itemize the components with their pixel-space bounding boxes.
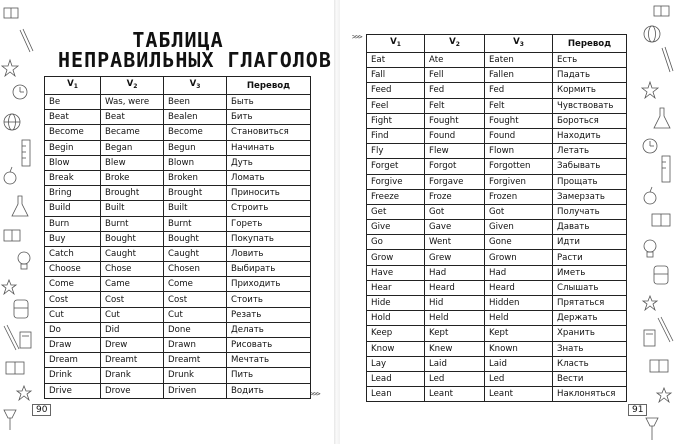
flask-icon — [12, 196, 28, 216]
v1-cell: Know — [367, 341, 425, 356]
table-header — [367, 35, 627, 53]
table-row — [45, 201, 311, 216]
v1-cell: Come — [45, 277, 101, 292]
v2-cell: Ate — [425, 53, 485, 68]
table-row — [367, 280, 627, 295]
v1-cell: Build — [45, 201, 101, 216]
table-row — [367, 371, 627, 386]
translation-cell: Покупать — [227, 231, 311, 246]
v1-cell: Buy — [45, 231, 101, 246]
table-row — [45, 216, 311, 231]
continuation-arrows: >>> — [352, 33, 362, 41]
table-row — [367, 265, 627, 280]
translation-cell: Мечтать — [227, 353, 311, 368]
translation-cell: Стоить — [227, 292, 311, 307]
v2-cell: Burnt — [101, 216, 164, 231]
translation-cell: Хранить — [553, 326, 627, 341]
v3-cell: Had — [485, 265, 553, 280]
v2-cell: Was, were — [101, 95, 164, 110]
v2-cell: Forgave — [425, 174, 485, 189]
v3-cell: Done — [164, 322, 227, 337]
table-body — [367, 53, 627, 402]
star-icon — [642, 82, 658, 98]
table-row — [45, 140, 311, 155]
v1-cell: Find — [367, 128, 425, 143]
v3-cell: Felt — [485, 98, 553, 113]
v2-cell: Got — [425, 204, 485, 219]
pencil-icon — [658, 317, 673, 342]
table-body — [45, 95, 311, 399]
v1-cell: Keep — [367, 326, 425, 341]
lightbulb-icon — [18, 252, 30, 269]
book-gutter — [334, 0, 340, 444]
v3-cell: Fought — [485, 113, 553, 128]
v2-cell: Did — [101, 322, 164, 337]
v3-cell: Got — [485, 204, 553, 219]
book-icon — [4, 230, 20, 241]
clock-icon — [13, 85, 27, 99]
verbs-table-right — [366, 34, 627, 402]
globe-icon — [4, 114, 20, 130]
translation-cell: Падать — [553, 68, 627, 83]
v2-cell: Drew — [101, 338, 164, 353]
v3-cell: Driven — [164, 383, 227, 398]
table-row — [45, 383, 311, 398]
col-header-v1: $V_1$ — [367, 35, 425, 53]
table-row — [45, 231, 311, 246]
v1-cell: Blow — [45, 155, 101, 170]
translation-cell: Ловить — [227, 246, 311, 261]
v2-cell: Began — [101, 140, 164, 155]
v3-cell: Known — [485, 341, 553, 356]
translation-cell: Строить — [227, 201, 311, 216]
v2-cell: Leant — [425, 387, 485, 402]
table-header — [45, 77, 311, 95]
col-header-translation: Перевод — [227, 77, 311, 95]
book-icon — [652, 214, 670, 226]
book-icon — [6, 362, 24, 374]
table-row — [45, 125, 311, 140]
v2-cell: Fed — [425, 83, 485, 98]
v2-cell: Brought — [101, 186, 164, 201]
translation-cell: Выбирать — [227, 262, 311, 277]
v3-cell: Given — [485, 220, 553, 235]
book-icon — [654, 6, 669, 16]
v2-cell: Cut — [101, 307, 164, 322]
table-row — [367, 174, 627, 189]
v2-cell: Fought — [425, 113, 485, 128]
v1-cell: Do — [45, 322, 101, 337]
pencil-icon — [20, 29, 33, 52]
table-row — [367, 387, 627, 402]
translation-cell: Прощать — [553, 174, 627, 189]
table-row — [45, 170, 311, 185]
v3-cell: Fed — [485, 83, 553, 98]
page-number-left: 90 — [32, 404, 51, 416]
pencil-icon — [4, 325, 19, 350]
star-icon — [657, 388, 671, 402]
translation-cell: Наклоняться — [553, 387, 627, 402]
v3-cell: Dreamt — [164, 353, 227, 368]
v3-cell: Blown — [164, 155, 227, 170]
v1-cell: Cut — [45, 307, 101, 322]
v1-cell: Cost — [45, 292, 101, 307]
v3-cell: Heard — [485, 280, 553, 295]
v1-cell: Feed — [367, 83, 425, 98]
v2-cell: Dreamt — [101, 353, 164, 368]
translation-cell: Гореть — [227, 216, 311, 231]
translation-cell: Приносить — [227, 186, 311, 201]
table-row — [45, 110, 311, 125]
v2-cell: Beat — [101, 110, 164, 125]
v3-cell: Grown — [485, 250, 553, 265]
table-row — [367, 113, 627, 128]
translation-cell: Прятаться — [553, 296, 627, 311]
table-row — [367, 356, 627, 371]
v3-cell: Drunk — [164, 368, 227, 383]
v3-cell: Broken — [164, 170, 227, 185]
translation-cell: Находить — [553, 128, 627, 143]
translation-cell: Бить — [227, 110, 311, 125]
table-row — [45, 155, 311, 170]
translation-cell: Идти — [553, 235, 627, 250]
v1-cell: Fight — [367, 113, 425, 128]
v2-cell: Heard — [425, 280, 485, 295]
translation-cell: Дуть — [227, 155, 311, 170]
v1-cell: Lean — [367, 387, 425, 402]
table-row — [367, 159, 627, 174]
page-number-right: 91 — [628, 404, 647, 416]
v3-cell: Burnt — [164, 216, 227, 231]
v2-cell: Felt — [425, 98, 485, 113]
v2-cell: Knew — [425, 341, 485, 356]
table-row — [367, 220, 627, 235]
v1-cell: Give — [367, 220, 425, 235]
v2-cell: Went — [425, 235, 485, 250]
v2-cell: Drank — [101, 368, 164, 383]
table-row — [367, 128, 627, 143]
v3-cell: Forgiven — [485, 174, 553, 189]
translation-cell: Кормить — [553, 83, 627, 98]
v3-cell: Laid — [485, 356, 553, 371]
v1-cell: Get — [367, 204, 425, 219]
v2-cell: Caught — [101, 246, 164, 261]
table-row — [45, 322, 311, 337]
ruler-icon — [662, 156, 670, 182]
v3-cell: Come — [164, 277, 227, 292]
table-row — [367, 68, 627, 83]
v2-cell: Found — [425, 128, 485, 143]
v3-cell: Been — [164, 95, 227, 110]
v1-cell: Lead — [367, 371, 425, 386]
translation-cell: Ломать — [227, 170, 311, 185]
globe-icon — [644, 26, 660, 42]
table-row — [45, 186, 311, 201]
v3-cell: Kept — [485, 326, 553, 341]
table-row — [367, 341, 627, 356]
ruler-icon — [22, 140, 30, 166]
v2-cell: Cost — [101, 292, 164, 307]
v1-cell: Grow — [367, 250, 425, 265]
translation-cell: Быть — [227, 95, 311, 110]
table-row — [367, 98, 627, 113]
translation-cell: Слышать — [553, 280, 627, 295]
table-row — [367, 204, 627, 219]
v3-cell: Drawn — [164, 338, 227, 353]
v3-cell: Bealen — [164, 110, 227, 125]
table-row — [367, 326, 627, 341]
lamp-icon — [646, 418, 658, 440]
continuation-arrows: >>> — [310, 390, 320, 398]
v1-cell: Lay — [367, 356, 425, 371]
page-title — [58, 28, 332, 72]
v1-cell: Fall — [367, 68, 425, 83]
v3-cell: Bought — [164, 231, 227, 246]
v2-cell: Chose — [101, 262, 164, 277]
translation-cell: Делать — [227, 322, 311, 337]
table-row — [45, 368, 311, 383]
table-row — [45, 95, 311, 110]
table-row — [367, 311, 627, 326]
v1-cell: Bring — [45, 186, 101, 201]
table-row — [367, 144, 627, 159]
left-edge-doodles — [0, 0, 34, 444]
table-row — [45, 292, 311, 307]
v2-cell: Had — [425, 265, 485, 280]
v3-cell: Become — [164, 125, 227, 140]
v2-cell: Became — [101, 125, 164, 140]
v1-cell: Choose — [45, 262, 101, 277]
v1-cell: Hear — [367, 280, 425, 295]
v3-cell: Eaten — [485, 53, 553, 68]
v1-cell: Beat — [45, 110, 101, 125]
v1-cell: Freeze — [367, 189, 425, 204]
right-edge-doodles — [640, 0, 674, 444]
translation-cell: Держать — [553, 311, 627, 326]
lightbulb-icon — [644, 240, 656, 257]
table-row — [45, 307, 311, 322]
v1-cell: Feel — [367, 98, 425, 113]
calculator-icon — [20, 332, 31, 348]
backpack-icon — [14, 300, 28, 318]
table-row — [367, 235, 627, 250]
col-header-v3: $V_3$ — [485, 35, 553, 53]
v3-cell: Found — [485, 128, 553, 143]
col-header-v2: $V_2$ — [425, 35, 485, 53]
translation-cell: Знать — [553, 341, 627, 356]
v3-cell: Brought — [164, 186, 227, 201]
table-row — [367, 53, 627, 68]
v3-cell: Built — [164, 201, 227, 216]
translation-cell: Пить — [227, 368, 311, 383]
v3-cell: Fallen — [485, 68, 553, 83]
star-icon — [2, 60, 18, 76]
v1-cell: Be — [45, 95, 101, 110]
translation-cell: Иметь — [553, 265, 627, 280]
v2-cell: Forgot — [425, 159, 485, 174]
translation-cell: Расти — [553, 250, 627, 265]
v3-cell: Cut — [164, 307, 227, 322]
table-row — [45, 277, 311, 292]
v2-cell: Froze — [425, 189, 485, 204]
table-row — [367, 189, 627, 204]
v1-cell: Have — [367, 265, 425, 280]
translation-cell: Начинать — [227, 140, 311, 155]
translation-cell: Бороться — [553, 113, 627, 128]
v1-cell: Drink — [45, 368, 101, 383]
v3-cell: Frozen — [485, 189, 553, 204]
translation-cell: Забывать — [553, 159, 627, 174]
v2-cell: Flew — [425, 144, 485, 159]
v1-cell: Hide — [367, 296, 425, 311]
v1-cell: Drive — [45, 383, 101, 398]
star-icon — [643, 296, 657, 310]
v1-cell: Forgive — [367, 174, 425, 189]
table-row — [45, 338, 311, 353]
table-row — [45, 353, 311, 368]
v2-cell: Led — [425, 371, 485, 386]
v2-cell: Held — [425, 311, 485, 326]
v1-cell: Fly — [367, 144, 425, 159]
v3-cell: Gone — [485, 235, 553, 250]
table-row — [367, 83, 627, 98]
apple-icon — [4, 167, 16, 184]
v3-cell: Flown — [485, 144, 553, 159]
backpack-icon — [654, 266, 668, 284]
lamp-icon — [4, 410, 16, 430]
pencil-icon — [662, 47, 673, 72]
translation-cell: Приходить — [227, 277, 311, 292]
translation-cell: Давать — [553, 220, 627, 235]
v1-cell: Draw — [45, 338, 101, 353]
apple-icon — [644, 187, 656, 204]
v3-cell: Forgotten — [485, 159, 553, 174]
translation-cell: Получать — [553, 204, 627, 219]
v2-cell: Laid — [425, 356, 485, 371]
v2-cell: Drove — [101, 383, 164, 398]
v2-cell: Came — [101, 277, 164, 292]
v2-cell: Fell — [425, 68, 485, 83]
v1-cell: Burn — [45, 216, 101, 231]
v3-cell: Begun — [164, 140, 227, 155]
book-icon — [4, 8, 18, 18]
v1-cell: Forget — [367, 159, 425, 174]
v3-cell: Held — [485, 311, 553, 326]
translation-cell: Класть — [553, 356, 627, 371]
v1-cell: Become — [45, 125, 101, 140]
col-header-v2: $V_2$ — [101, 77, 164, 95]
verbs-table-left — [44, 76, 311, 399]
col-header-v1: $V_1$ — [45, 77, 101, 95]
title-line-2: НЕПРАВИЛЬНЫХ ГЛАГОЛОВ — [58, 48, 332, 72]
v2-cell: Bought — [101, 231, 164, 246]
flask-icon — [654, 108, 670, 128]
translation-cell: Чувствовать — [553, 98, 627, 113]
calculator-icon — [644, 330, 655, 346]
star-icon — [17, 386, 31, 400]
translation-cell: Вести — [553, 371, 627, 386]
v3-cell: Chosen — [164, 262, 227, 277]
translation-cell: Рисовать — [227, 338, 311, 353]
v2-cell: Gave — [425, 220, 485, 235]
v3-cell: Leant — [485, 387, 553, 402]
table-row — [45, 246, 311, 261]
v1-cell: Break — [45, 170, 101, 185]
v2-cell: Kept — [425, 326, 485, 341]
v1-cell: Go — [367, 235, 425, 250]
v3-cell: Cost — [164, 292, 227, 307]
clock-icon — [643, 139, 657, 153]
book-icon — [650, 360, 668, 372]
translation-cell: Летать — [553, 144, 627, 159]
title-line-1: ТАБЛИЦА — [132, 28, 224, 52]
col-header-v3: $V_3$ — [164, 77, 227, 95]
translation-cell: Есть — [553, 53, 627, 68]
col-header-translation: Перевод — [553, 35, 627, 53]
v3-cell: Hidden — [485, 296, 553, 311]
v2-cell: Broke — [101, 170, 164, 185]
table-row — [367, 250, 627, 265]
translation-cell: Замерзать — [553, 189, 627, 204]
star-icon — [2, 280, 16, 294]
v3-cell: Led — [485, 371, 553, 386]
translation-cell: Водить — [227, 383, 311, 398]
translation-cell: Резать — [227, 307, 311, 322]
table-row — [45, 262, 311, 277]
v2-cell: Hid — [425, 296, 485, 311]
table-row — [367, 296, 627, 311]
v1-cell: Catch — [45, 246, 101, 261]
v1-cell: Dream — [45, 353, 101, 368]
v3-cell: Caught — [164, 246, 227, 261]
v1-cell: Eat — [367, 53, 425, 68]
translation-cell: Становиться — [227, 125, 311, 140]
v1-cell: Begin — [45, 140, 101, 155]
v2-cell: Grew — [425, 250, 485, 265]
v1-cell: Hold — [367, 311, 425, 326]
v2-cell: Blew — [101, 155, 164, 170]
v2-cell: Built — [101, 201, 164, 216]
